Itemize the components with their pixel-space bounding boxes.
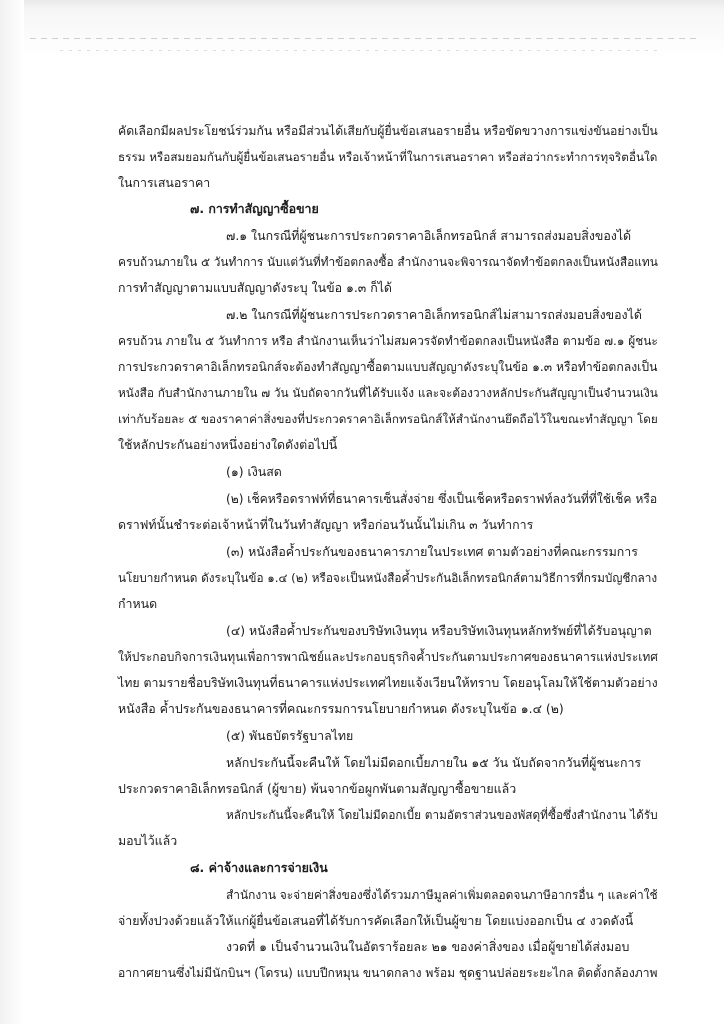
paragraph-line: หนังสือ กับสำนักงานภายใน ๗ วัน นับถัดจากวันที่ได้รับแจ้ง และจะต้องวางหลักประกันสัญญาเป็นจำนวนเงิน (118, 386, 658, 400)
paragraph-line: หลักประกันนี้จะคืนให้ โดยไม่มีดอกเบี้ย ตามอัตราส่วนของพัสดุที่ซื้อซึ่งสำนักงาน ได้รับ (226, 808, 658, 822)
paragraph-line: ดราฟท์นั้นชำระต่อเจ้าหน้าที่ในวันทำสัญญา หรือก่อนวันนั้นไม่เกิน ๓ วันทำการ (118, 517, 534, 532)
paragraph-line: กำหนด (118, 596, 158, 611)
paragraph-line: หนังสือ ค้ำประกันของธนาคารที่คณะกรรมการนโยบายกำหนด ดังระบุในข้อ ๑.๔ (๒) (118, 701, 564, 716)
paragraph-line: หลักประกันนี้จะคืนให้ โดยไม่มีดอกเบี้ยภายใน ๑๕ วัน นับถัดจากวันที่ผู้ชนะการ (226, 755, 642, 770)
paragraph-line: ไทย ตามรายชื่อบริษัทเงินทุนที่ธนาคารแห่งประเทศไทยแจ้งเวียนให้ทราบ โดยอนุโลมให้ใช้ตามตัวอย่าง (118, 676, 658, 690)
paragraph-line: งวดที่ ๑ เป็นจำนวนเงินในอัตราร้อยละ ๒๑ ของค่าสิ่งของ เมื่อผู้ขายได้ส่งมอบ (226, 939, 630, 954)
list-item-2: (๒) เช็คหรือดราฟท์ที่ธนาคารเซ็นสั่งจ่าย ซึ่งเป็นเช็คหรือดราฟท์ลงวันที่ที่ใช้เช็ค หรือ (226, 492, 658, 506)
paragraph-line: จ่ายทั้งปวงด้วยแล้วให้แก่ผู้ยื่นข้อเสนอที่ได้รับการคัดเลือกให้เป็นผู้ขาย โดยแบ่งออกเป็น ๔ งวดดังนี้ (118, 913, 634, 928)
list-item-5: (๕) พันธบัตรรัฐบาลไทย (226, 728, 354, 743)
paragraph-line: ครบถ้วน ภายใน ๕ วันทำการ หรือ สำนักงานเห็นว่าไม่สมควรจัดทำข้อตกลงเป็นหนังสือ ตามข้อ ๗.๑ ผู้ชนะ (118, 334, 658, 348)
paragraph-line: เท่ากับร้อยละ ๕ ของราคาค่าสิ่งของที่ประกวดราคาอิเล็กทรอนิกส์ให้สำนักงานยึดถือไว้ในขณะทำสัญญา โดย (118, 412, 658, 426)
paragraph-line: ครบถ้วนภายใน ๕ วันทำการ นับแต่วันที่ทำข้อตกลงซื้อ สำนักงานจะพิจารณาจัดทำข้อตกลงเป็นหนังสือแทน (118, 255, 658, 269)
paragraph-line: มอบไว้แล้ว (118, 833, 178, 848)
paragraph-line: คัดเลือกมีผลประโยชน์ร่วมกัน หรือมีส่วนได้เสียกับผู้ยื่นข้อเสนอรายอื่น หรือขัดขวางการแข่งขันอย่างเป็น (118, 124, 658, 138)
paragraph-line: การประกวดราคาอิเล็กทรอนิกส์จะต้องทำสัญญาซื้อตามแบบสัญญาดังระบุในข้อ ๑.๓ หรือทำข้อตกลงเป็น (118, 360, 658, 374)
section-heading-8: ๘. ค่าจ้างและการจ่ายเงิน (190, 860, 328, 875)
paragraph-line: ธรรม หรือสมยอมกันกับผู้ยื่นข้อเสนอรายอื่น หรือเจ้าหน้าที่ในการเสนอราคา หรือส่อว่ากระทำการทุจริตอื่นใด (118, 150, 658, 164)
section-heading-7: ๗. การทำสัญญาซื้อขาย (190, 201, 319, 216)
paragraph-line: สำนักงาน จะจ่ายค่าสิ่งของซึ่งได้รวมภาษีมูลค่าเพิ่มตลอดจนภาษีอากรอื่น ๆ และค่าใช้ (226, 888, 658, 902)
list-item-1: (๑) เงินสด (226, 464, 282, 479)
paragraph-line: การทำสัญญาตามแบบสัญญาดังระบุ ในข้อ ๑.๓ ก็ได้ (118, 280, 392, 295)
paragraph-line: ๗.๒ ในกรณีที่ผู้ชนะการประกวดราคาอิเล็กทรอนิกส์ไม่สามารถส่งมอบสิ่งของได้ (226, 307, 642, 322)
paragraph-line: ให้ประกอบกิจการเงินทุนเพื่อการพาณิชย์และประกอบธุรกิจค้ำประกันตามประกาศของธนาคารแห่งประเทศ (118, 650, 658, 664)
list-item-3: (๓) หนังสือค้ำประกันของธนาคารภายในประเทศ ตามตัวอย่างที่คณะกรรมการ (226, 544, 638, 559)
paragraph-line: ในการเสนอราคา (118, 175, 211, 190)
paragraph-line: อากาศยานซึ่งไม่มีนักบินฯ (โดรน) แบบปีกหมุน ขนาดกลาง พร้อม ชุดฐานปล่อยระยะไกล ติดตั้งกล้องภาพ (118, 966, 658, 980)
paragraph-line: ประกวดราคาอิเล็กทรอนิกส์ (ผู้ขาย) พ้นจากข้อผูกพันตามสัญญาซื้อขายแล้ว (118, 781, 517, 796)
paragraph-line: นโยบายกำหนด ดังระบุในข้อ ๑.๔ (๒) หรือจะเป็นหนังสือค้ำประกันอิเล็กทรอนิกส์ตามวิธีการที่กรมบัญชีกลาง (118, 571, 658, 585)
list-item-4: (๔) หนังสือค้ำประกันของบริษัทเงินทุน หรือบริษัทเงินทุนหลักทรัพย์ที่ได้รับอนุญาต (226, 623, 652, 638)
paragraph-line: ใช้หลักประกันอย่างหนึ่งอย่างใดดังต่อไปนี้ (118, 437, 338, 452)
paragraph-line: ๗.๑ ในกรณีที่ผู้ชนะการประกวดราคาอิเล็กทรอนิกส์ สามารถส่งมอบสิ่งของได้ (226, 228, 632, 243)
